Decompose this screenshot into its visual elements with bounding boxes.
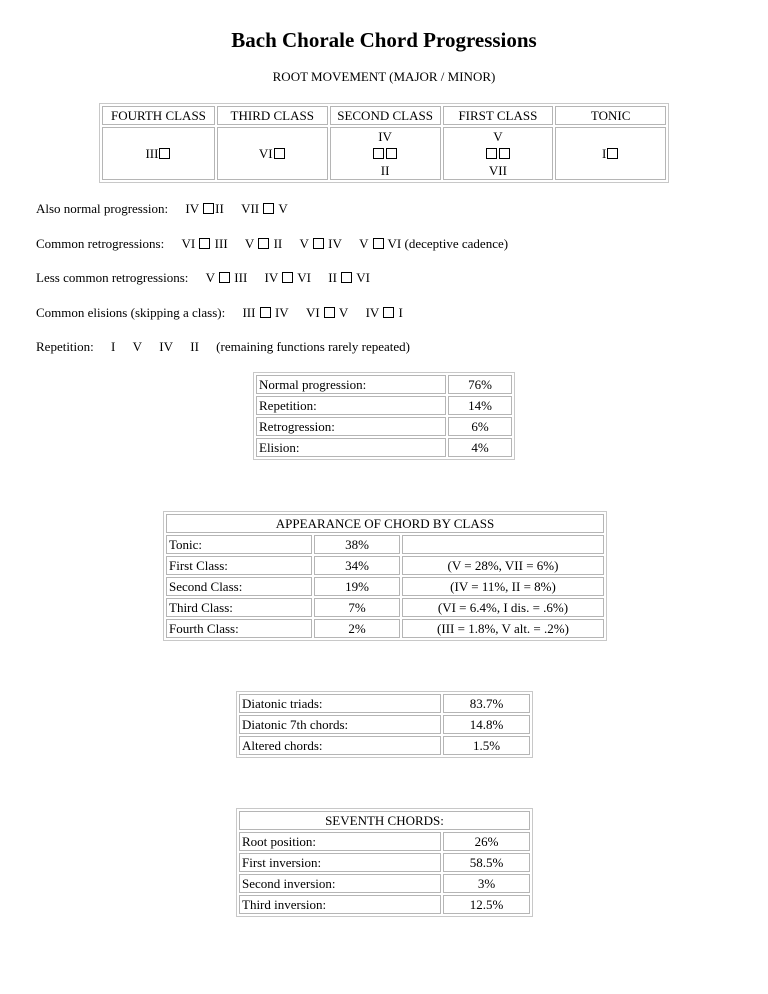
progression-item [359, 236, 508, 252]
row-label: Diatonic 7th chords: [239, 715, 441, 734]
row-detail: (IV = 11%, II = 8%) [402, 577, 604, 596]
row-label: Second Class: [166, 577, 312, 596]
header-fourth-class: FOURTH CLASS [102, 106, 215, 125]
progression-item [241, 201, 288, 217]
arrow-box-icon [263, 203, 274, 214]
row-value: 6% [448, 417, 512, 436]
chord-to: VI [297, 270, 311, 285]
repetition-line [36, 339, 410, 355]
chord-from: VII [241, 201, 260, 216]
arrow-box-icon [274, 148, 285, 159]
row-value: 83.7% [443, 694, 530, 713]
row-value: 19% [314, 577, 400, 596]
repetition-item: II [190, 339, 199, 354]
table-row [239, 715, 530, 734]
header-tonic: TONIC [555, 106, 666, 125]
chord-from: III [242, 305, 256, 320]
common-elisions-line [36, 305, 403, 321]
repetition-item: I [111, 339, 116, 354]
row-value: 26% [443, 832, 530, 851]
normal-progression-line [36, 201, 288, 217]
table-row [256, 417, 512, 436]
cell-tonic [555, 127, 666, 180]
progression-item [306, 305, 348, 321]
chord-from: VI [181, 236, 196, 251]
class-table [99, 103, 669, 183]
row-label: First Class: [166, 556, 312, 575]
chord-to: III [214, 236, 228, 251]
arrow-box-icon [159, 148, 170, 159]
chord-types-table [236, 691, 533, 758]
chord-to: II [215, 201, 224, 216]
row-label: Retrogression: [256, 417, 446, 436]
arrow-box-icon [219, 272, 230, 283]
row-label: Second inversion: [239, 874, 441, 893]
chord-to: VI (deceptive cadence) [387, 236, 509, 251]
progression-item [299, 236, 341, 252]
table-header: SEVENTH CHORDS: [239, 811, 530, 830]
common-retrogressions-line [36, 236, 508, 252]
arrow-box-icon [282, 272, 293, 283]
chord-first-bottom: VII [488, 163, 507, 178]
arrow-box-icon [499, 148, 510, 159]
line-label: Common elisions (skipping a class): [36, 305, 226, 320]
table-header: APPEARANCE OF CHORD BY CLASS [166, 514, 604, 533]
chord-first-top: V [493, 129, 503, 144]
chord-to: IV [328, 236, 342, 251]
row-label: Altered chords: [239, 736, 441, 755]
chord-fourth: III [145, 146, 159, 161]
row-label: Tonic: [166, 535, 312, 554]
row-value: 76% [448, 375, 512, 394]
row-label: Third Class: [166, 598, 312, 617]
row-label: Repetition: [256, 396, 446, 415]
row-value: 14.8% [443, 715, 530, 734]
arrow-box-icon [341, 272, 352, 283]
repetition-note: (remaining functions rarely repeated) [216, 339, 410, 354]
row-detail: (V = 28%, VII = 6%) [402, 556, 604, 575]
arrow-boxes [333, 145, 438, 162]
table-header-row [166, 514, 604, 533]
chord-second-top: IV [378, 129, 392, 144]
table-row [166, 619, 604, 638]
row-value: 38% [314, 535, 400, 554]
progression-item [181, 236, 227, 252]
chord-from: V [205, 270, 215, 285]
row-value: 2% [314, 619, 400, 638]
row-detail: (III = 1.8%, V alt. = .2%) [402, 619, 604, 638]
header-second-class: SECOND CLASS [330, 106, 441, 125]
table-row [256, 438, 512, 457]
row-label: Root position: [239, 832, 441, 851]
chord-tonic: I [601, 146, 607, 161]
seventh-chords-table [236, 808, 533, 917]
table-row [166, 535, 604, 554]
chord-third: VI [258, 146, 273, 161]
chord-to: II [273, 236, 283, 251]
arrow-boxes [446, 145, 551, 162]
chord-to: V [278, 201, 288, 216]
arrow-box-icon [203, 203, 214, 214]
header-third-class: THIRD CLASS [217, 106, 328, 125]
line-label: Common retrogressions: [36, 236, 165, 251]
table-row [239, 853, 530, 872]
chord-to: V [338, 305, 349, 320]
progression-item [185, 201, 223, 217]
progression-item [366, 305, 403, 321]
arrow-box-icon [324, 307, 335, 318]
cell-third-class [217, 127, 328, 180]
table-row [256, 396, 512, 415]
line-label: Repetition: [36, 339, 94, 354]
row-label: Normal progression: [256, 375, 446, 394]
row-value: 34% [314, 556, 400, 575]
progression-item [242, 305, 288, 321]
row-value: 1.5% [443, 736, 530, 755]
chord-to: IV [274, 305, 289, 320]
table-row [166, 556, 604, 575]
page-title: Bach Chorale Chord Progressions [231, 28, 537, 52]
table-row [256, 375, 512, 394]
table-row [239, 874, 530, 893]
cell-second-class [330, 127, 441, 180]
arrow-box-icon [486, 148, 497, 159]
arrow-box-icon [373, 148, 384, 159]
row-label: Elision: [256, 438, 446, 457]
class-body-row [102, 127, 666, 180]
arrow-box-icon [260, 307, 271, 318]
arrow-box-icon [373, 238, 384, 249]
progression-item [328, 270, 370, 286]
row-label: Fourth Class: [166, 619, 312, 638]
repetition-item: IV [159, 339, 173, 354]
line-label: Less common retrogressions: [36, 270, 189, 285]
arrow-box-icon [386, 148, 397, 159]
chord-from: IV [185, 201, 199, 216]
class-header-row [102, 106, 666, 125]
row-detail [402, 535, 604, 554]
cell-fourth-class [102, 127, 215, 180]
arrow-box-icon [199, 238, 210, 249]
progression-item [245, 236, 282, 252]
chord-from: IV [264, 270, 279, 285]
row-value: 7% [314, 598, 400, 617]
table-row [239, 832, 530, 851]
chord-from: VI [305, 305, 320, 320]
cell-first-class [443, 127, 554, 180]
line-label: Also normal progression: [36, 201, 169, 216]
chord-second-bottom: II [380, 163, 390, 178]
progression-item [206, 270, 248, 286]
chord-from: V [359, 236, 369, 251]
chord-from: V [244, 236, 255, 251]
repetition-item: V [132, 339, 143, 354]
less-common-retrogressions-line [36, 270, 370, 286]
chord-to: III [234, 270, 248, 285]
progression-item [265, 270, 311, 286]
appearance-table [163, 511, 607, 641]
table-header-row [239, 811, 530, 830]
arrow-box-icon [258, 238, 269, 249]
row-label: Diatonic triads: [239, 694, 441, 713]
row-label: Third inversion: [239, 895, 441, 914]
table-row [166, 577, 604, 596]
arrow-box-icon [607, 148, 618, 159]
row-detail: (VI = 6.4%, I dis. = .6%) [402, 598, 604, 617]
arrow-box-icon [313, 238, 324, 249]
page-subtitle: ROOT MOVEMENT (MAJOR / MINOR) [272, 69, 496, 84]
row-value: 12.5% [443, 895, 530, 914]
table-row [239, 736, 530, 755]
row-value: 14% [448, 396, 512, 415]
chord-to: I [398, 305, 403, 320]
chord-from: IV [365, 305, 380, 320]
table-row [166, 598, 604, 617]
chord-from: V [299, 236, 309, 251]
progression-table [253, 372, 515, 460]
chord-from: II [328, 270, 337, 285]
row-label: First inversion: [239, 853, 441, 872]
table-row [239, 895, 530, 914]
header-first-class: FIRST CLASS [443, 106, 554, 125]
row-value: 4% [448, 438, 512, 457]
row-value: 58.5% [443, 853, 530, 872]
arrow-box-icon [383, 307, 394, 318]
table-row [239, 694, 530, 713]
row-value: 3% [443, 874, 530, 893]
chord-to: VI [356, 270, 370, 285]
